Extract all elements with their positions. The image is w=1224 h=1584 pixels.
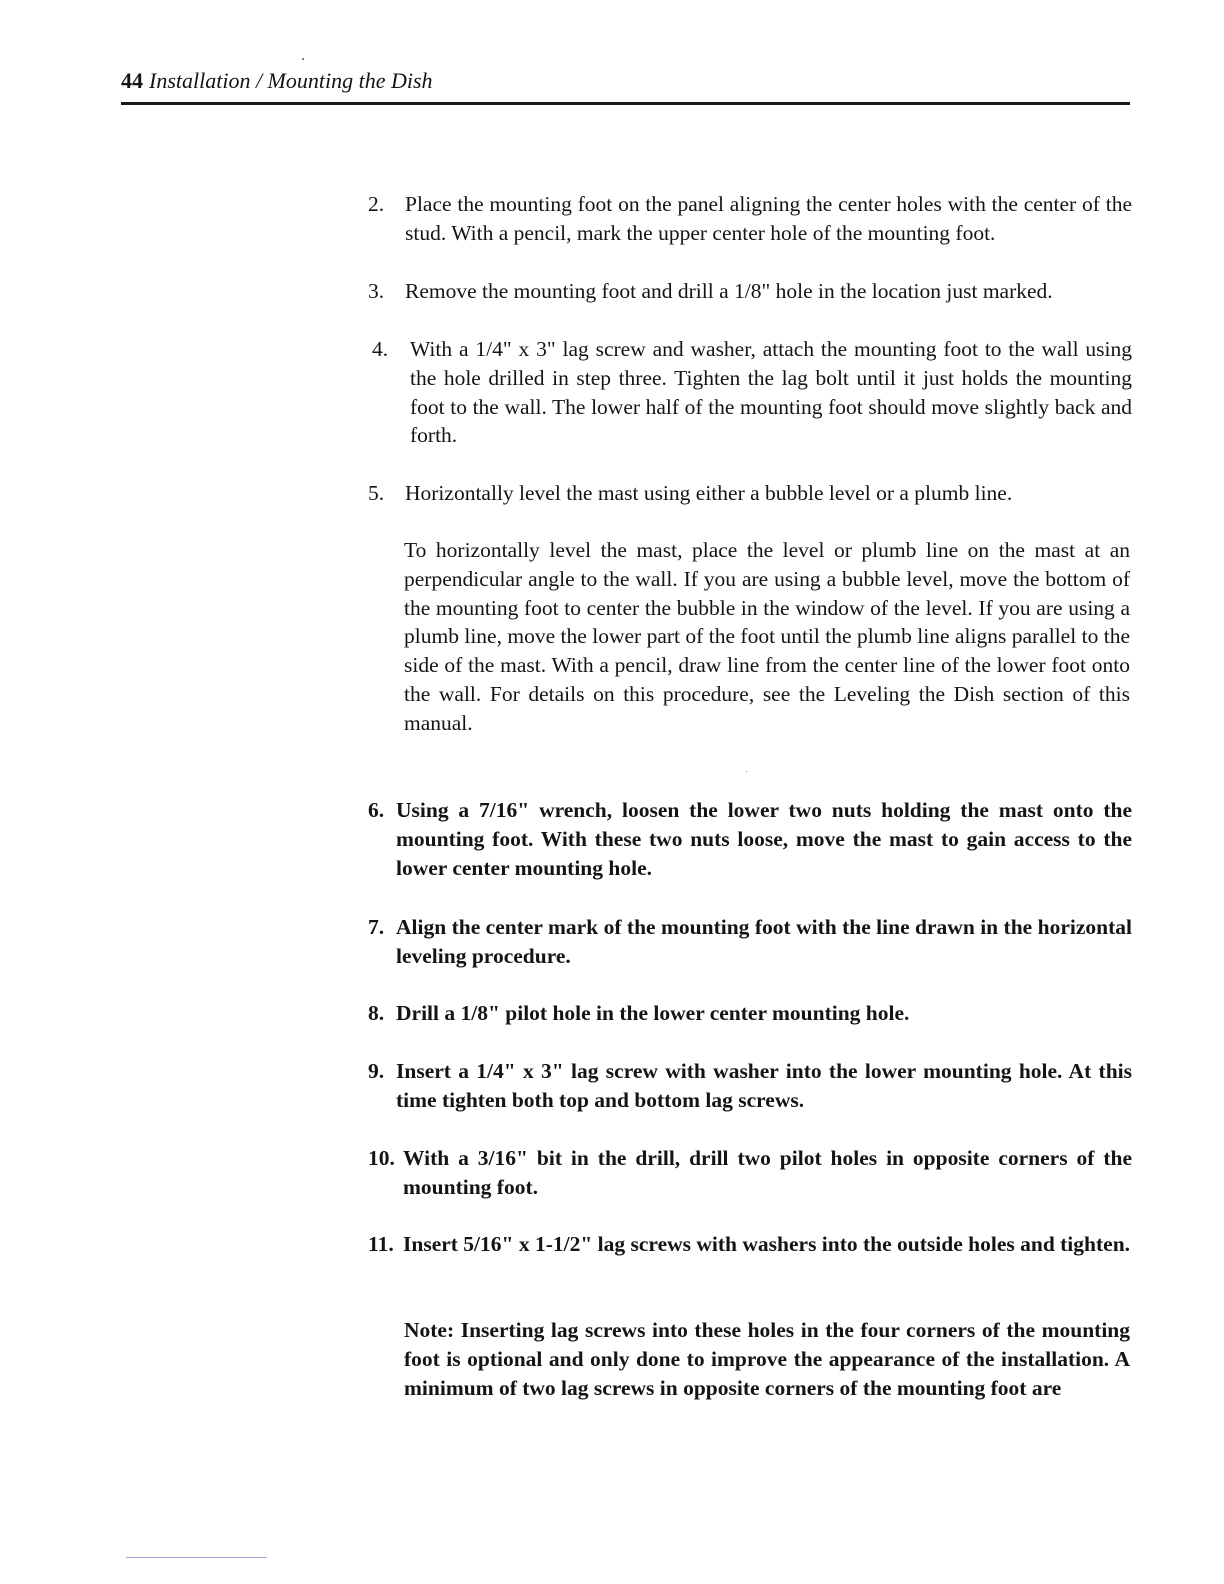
- step-8: [368, 999, 1132, 1028]
- step-number: 7.: [368, 915, 385, 939]
- step-5: [368, 479, 1132, 508]
- step-number: 8.: [368, 1001, 385, 1025]
- step-text: With a 1/4" x 3" lag screw and washer, attach the mounting foot to the wall using the hole drilled in step three. Tighten the lag bolt until it just holds the mounting foot to the wall. The lower half of the mounting foot should move slightly back and forth.: [410, 337, 1132, 448]
- note-text: Inserting lag screws into these holes in the four corners of the mounting foot is optional and only done to improve the appearance of the installation. A minimum of two lag screws in opposite corners of the mounting foot are: [404, 1318, 1131, 1400]
- step-text: Using a 7/16" wrench, loosen the lower two nuts holding the mast onto the mounting foot. With these two nuts loose, move the mast to gain access to the lower center mounting hole.: [396, 798, 1132, 880]
- step-4: [368, 335, 1132, 450]
- step-number: 4.: [372, 337, 389, 361]
- step-number: 10.: [368, 1146, 395, 1170]
- step-text: Remove the mounting foot and drill a 1/8" hole in the location just marked.: [405, 279, 1053, 303]
- footer-rule: [126, 1557, 267, 1558]
- scan-speck: [746, 771, 747, 772]
- step-11: [368, 1230, 1132, 1259]
- step-3: [368, 277, 1132, 306]
- scan-speck: [302, 58, 304, 60]
- step-number: 6.: [368, 798, 385, 822]
- step-number: 11.: [368, 1232, 394, 1256]
- page-header: [121, 66, 1130, 105]
- note-paragraph: [404, 1316, 1130, 1402]
- step-text: Insert a 1/4" x 3" lag screw with washer into the lower mounting hole. At this time tighten both top and bottom lag screws.: [396, 1059, 1132, 1112]
- page-number: 44: [121, 68, 143, 93]
- step-text: Place the mounting foot on the panel aligning the center holes with the center of the stud. With a pencil, mark the upper center hole of the mounting foot.: [405, 192, 1132, 245]
- running-title: Installation / Mounting the Dish: [149, 68, 433, 93]
- step-9: [368, 1057, 1132, 1115]
- step-6: [368, 796, 1132, 882]
- step-text: Align the center mark of the mounting foot with the line drawn in the horizontal leveling procedure.: [396, 915, 1132, 968]
- step-2: [368, 190, 1132, 248]
- step-text: Horizontally level the mast using either a bubble level or a plumb line.: [405, 481, 1013, 505]
- step-number: 5.: [368, 481, 385, 505]
- step-text: With a 3/16" bit in the drill, drill two pilot holes in opposite corners of the mounting foot.: [403, 1146, 1132, 1199]
- step-number: 9.: [368, 1059, 385, 1083]
- leveling-paragraph: To horizontally level the mast, place the level or plumb line on the mast at an perpendicular angle to the wall. If you are using a bubble level, move the bottom of the mounting foot to center the bubble in the window of the level. If you are using a plumb line, move the lower part of the foot until the plumb line aligns parallel to the side of the mast. With a pencil, draw line from the center line of the lower foot onto the wall. For details on this procedure, see the Leveling the Dish section of this manual.: [404, 538, 1130, 735]
- step-text: Insert 5/16" x 1-1/2" lag screws with washers into the outside holes and tighten.: [403, 1232, 1131, 1256]
- step-number: 3.: [368, 279, 385, 303]
- step-text: Drill a 1/8" pilot hole in the lower center mounting hole.: [396, 1001, 910, 1025]
- step-7: [368, 913, 1132, 971]
- step-number: 2.: [368, 192, 385, 216]
- note-label: Note:: [404, 1318, 455, 1342]
- step-10: [368, 1144, 1132, 1202]
